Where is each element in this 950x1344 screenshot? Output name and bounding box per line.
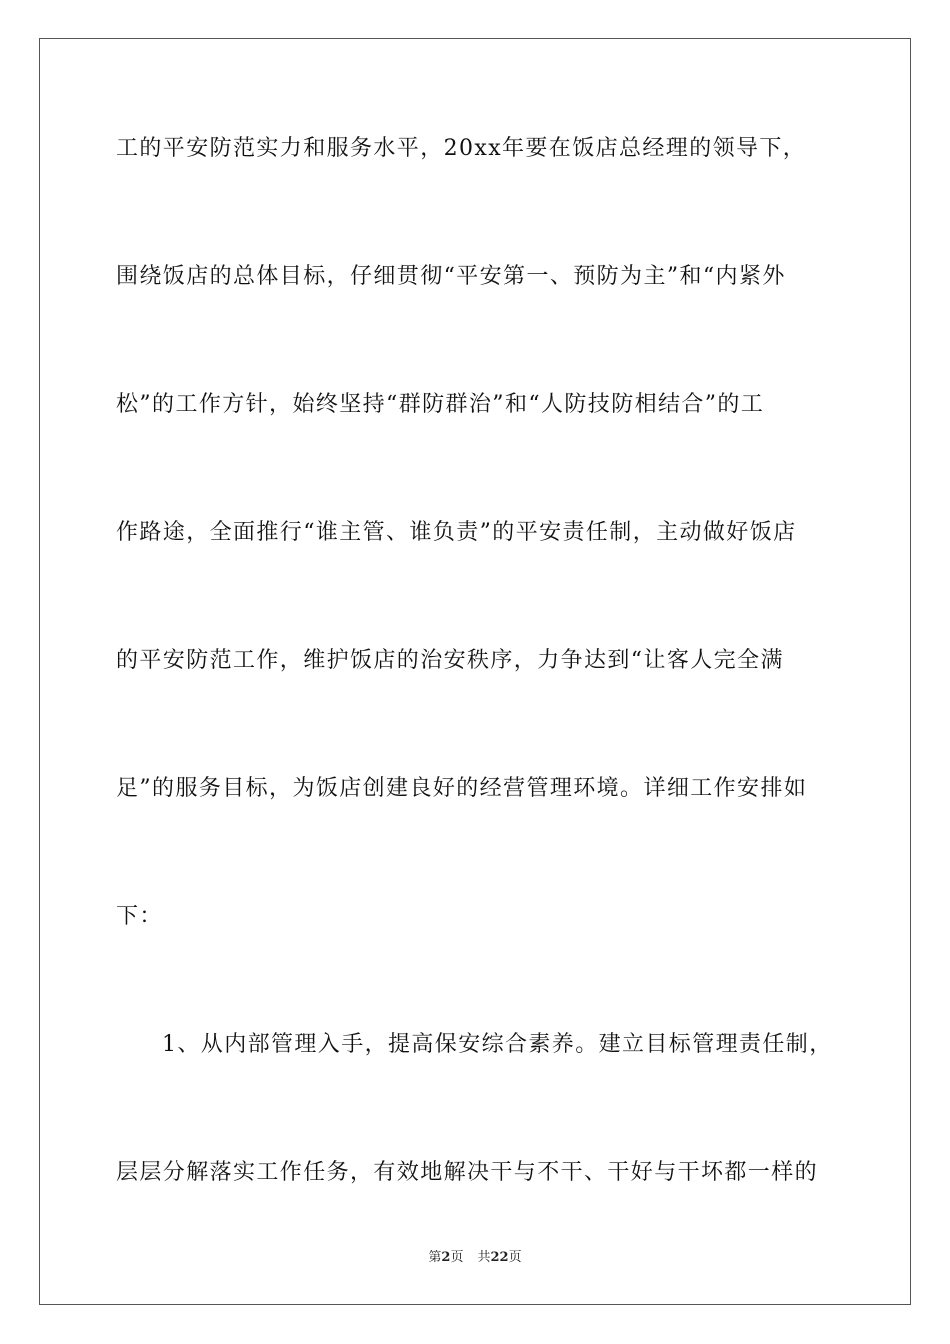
text-line-4: 作路途，全面推行“谁主管、谁负责”的平安责任制，主动做好饭店 — [116, 520, 797, 545]
text-line-5: 的平安防范工作，维护饭店的治安秩序，力争达到“让客人完全满 — [116, 648, 784, 673]
page-number: 2 — [441, 1250, 451, 1265]
text-line-7: 下： — [116, 904, 163, 929]
text-line-6: 足”的服务目标，为饭店创建良好的经营管理环境。详细工作安排如 — [116, 776, 808, 801]
text-line-1: 工的平安防范实力和服务水平，20xx年要在饭店总经理的领导下， — [116, 136, 807, 161]
page-prefix: 第 — [428, 1250, 442, 1265]
text-line-3: 松”的工作方针，始终坚持“群防群治”和“人防技防相结合”的工 — [116, 392, 765, 417]
total-suffix: 页 — [508, 1250, 522, 1265]
page-footer — [0, 1246, 950, 1265]
document-body — [116, 125, 838, 1277]
page-suffix: 页 — [450, 1250, 464, 1265]
text-line-9: 层层分解落实工作任务，有效地解决干与不干、干好与干坏都一样的 — [116, 1160, 819, 1185]
total-pages: 22 — [490, 1250, 509, 1265]
total-prefix: 共 — [477, 1250, 491, 1265]
text-line-8: 1、从内部管理入手，提高保安综合素养。建立目标管理责任制， — [162, 1032, 833, 1057]
text-line-2: 围绕饭店的总体目标，仔细贯彻“平安第一、预防为主”和“内紧外 — [116, 264, 786, 289]
